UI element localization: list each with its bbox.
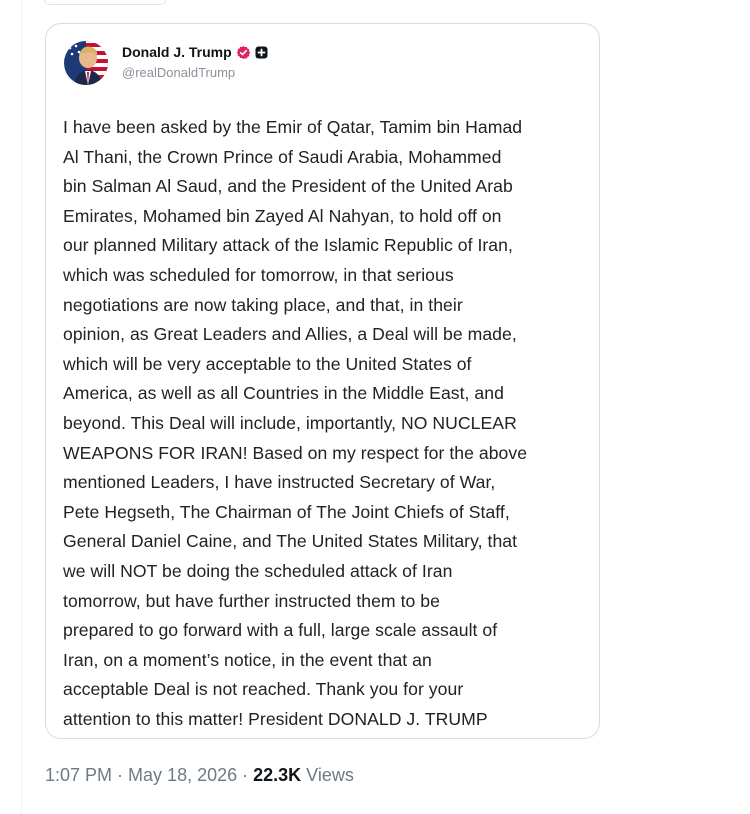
timeline-divider bbox=[21, 0, 22, 814]
post-text-line: WEAPONS FOR IRAN! Based on my respect for the above bbox=[63, 442, 528, 463]
meta-separator: · bbox=[237, 765, 254, 785]
post-text-line: acceptable Deal is not reached. Thank you for your bbox=[63, 679, 464, 700]
post-author[interactable] bbox=[122, 42, 268, 80]
post-text-line: negotiations are now taking place, and that, in their bbox=[63, 294, 463, 315]
post-text-line: Al Thani, the Crown Prince of Saudi Arabia, Mohammed bbox=[63, 146, 502, 167]
post-body bbox=[63, 113, 593, 734]
views-label: Views bbox=[301, 765, 354, 785]
post-text-line: Iran, on a moment’s notice, in the event that an bbox=[63, 649, 432, 670]
avatar-flag-portrait bbox=[64, 41, 108, 85]
quoted-post-card[interactable] bbox=[45, 23, 600, 739]
post-text-line: beyond. This Deal will include, importantly, NO NUCLEAR bbox=[63, 412, 517, 433]
post-text-line: our planned Military attack of the Islamic Republic of Iran, bbox=[63, 235, 513, 256]
verified-badge-icon bbox=[236, 45, 251, 60]
author-handle[interactable]: @realDonaldTrump bbox=[122, 65, 236, 80]
post-text-line: tomorrow, but have further instructed them to be bbox=[63, 590, 440, 611]
post-text-line: we will NOT be doing the scheduled attack of Iran bbox=[63, 560, 453, 581]
post-text-line: America, as well as all Countries in the Middle East, and bbox=[63, 383, 504, 404]
post-text-line: I have been asked by the Emir of Qatar, Tamim bin Hamad bbox=[63, 117, 523, 137]
affiliate-badge-icon bbox=[255, 46, 268, 59]
post-text-line: prepared to go forward with a full, large scale assault of bbox=[63, 620, 498, 641]
author-display-name[interactable]: Donald J. Trump bbox=[122, 44, 232, 60]
post-text-line: opinion, as Great Leaders and Allies, a Deal will be made, bbox=[63, 324, 517, 345]
post-text-line: bin Salman Al Saud, and the President of the United Arab bbox=[63, 176, 513, 197]
post-text-line: Emirates, Mohamed bin Zayed Al Nahyan, to hold off on bbox=[63, 205, 502, 226]
author-name-row bbox=[122, 42, 268, 62]
post-text-line: attention to this matter! President DONALD J. TRUMP bbox=[63, 708, 488, 729]
views-count: 22.3K bbox=[253, 765, 302, 785]
meta-separator: · bbox=[112, 765, 129, 785]
avatar[interactable] bbox=[64, 41, 108, 85]
post-text-line: which will be very acceptable to the United States of bbox=[63, 353, 472, 374]
post-text-line: General Daniel Caine, and The United States Military, that bbox=[63, 531, 518, 552]
post-text-line: mentioned Leaders, I have instructed Secretary of War, bbox=[63, 472, 496, 493]
post-text-line: which was scheduled for tomorrow, in that serious bbox=[63, 264, 454, 285]
post-text-line: Pete Hegseth, The Chairman of The Joint Chiefs of Staff, bbox=[63, 501, 510, 522]
post-date[interactable]: May 18, 2026 bbox=[128, 765, 238, 785]
post-time[interactable]: 1:07 PM bbox=[45, 765, 113, 785]
post-metadata bbox=[45, 765, 354, 786]
previous-card-edge bbox=[44, 0, 166, 5]
